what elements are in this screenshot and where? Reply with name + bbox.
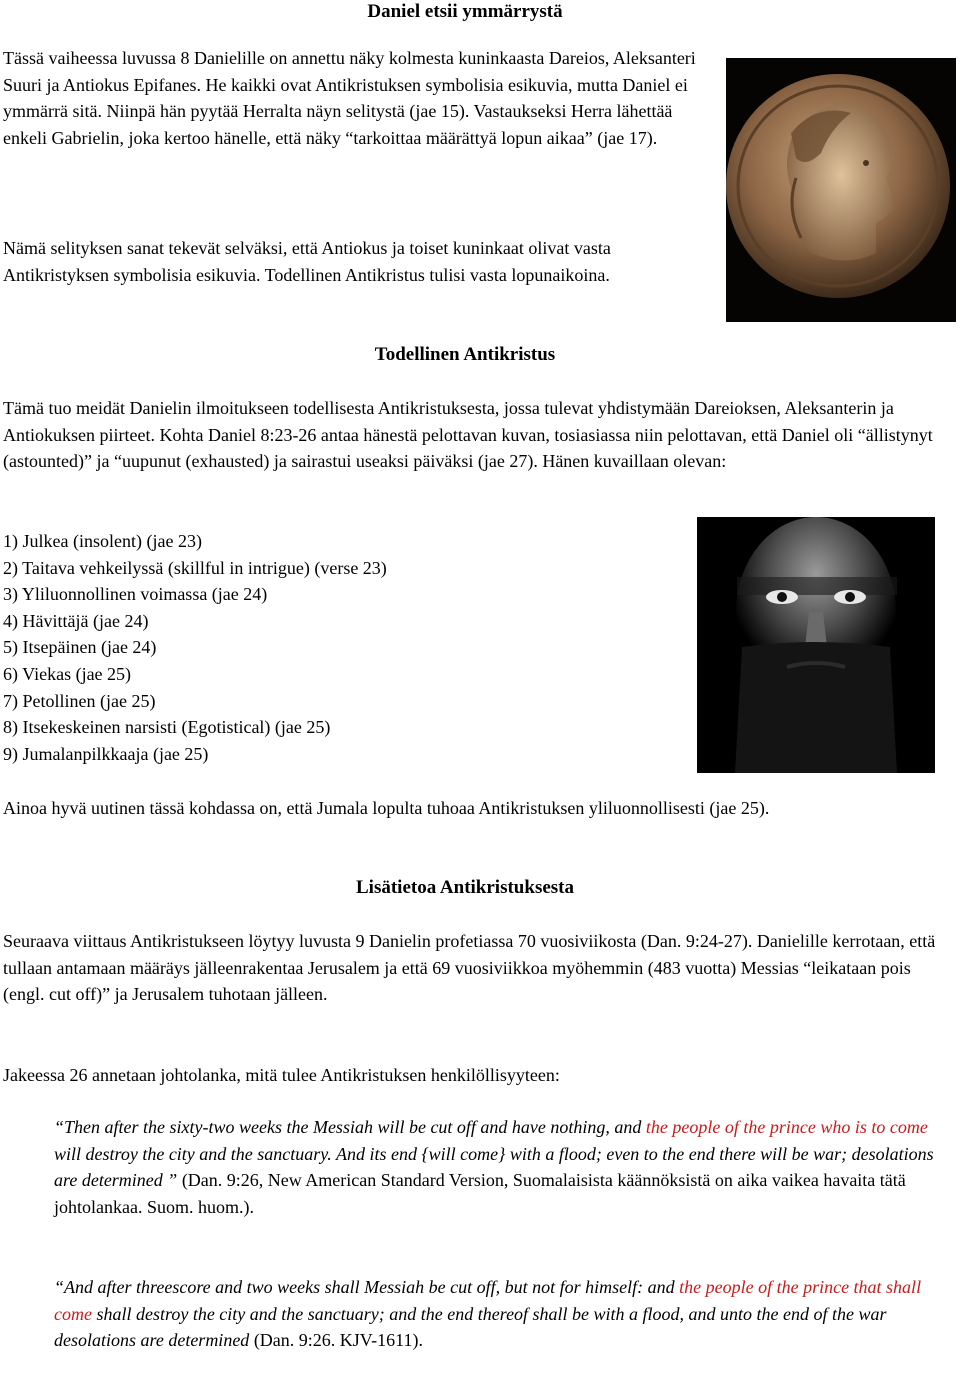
paragraph-intro: Tässä vaiheessa luvussa 8 Danielille on annettu näky kolmesta kuninkaasta Dareios, Aleksanteri Suuri ja Antiokus Epifanes. He kaikki ovat Antikristuksen symbolisia esikuvia, mutta Daniel ei ymmärrä sitä. Niinpä hän pyytää Herralta näyn selitystä (jae 15). Vastaukseksi Herra lähettää enkeli Gabrielin, joka kertoo hänelle, että näky “tarkoittaa määrättyä lopun aikaa” (jae 17).	[3, 48, 696, 148]
list-item: 6) Viekas (jae 25)	[3, 663, 132, 684]
face-image	[697, 517, 935, 773]
face-illustration	[697, 517, 935, 773]
section-title-daniel: Daniel etsii ymmärrystä	[367, 1, 563, 22]
quote-highlight: the people of the prince who is to come	[645, 1117, 928, 1137]
list-item: 3) Yliluonnollinen voimassa (jae 24)	[3, 584, 268, 605]
paragraph-70-weeks: Seuraava viittaus Antikristukseen löytyy luvusta 9 Danielin profetiassa 70 vuosiviikosta (Dan. 9:24-27). Danielille kerrotaan, että tullaan antamaan määräys jälleenrakentaa Jerusalem ja että 69 vuosiviikkoa myöhemmin (483 vuotta) Messias “leikataan pois (engl. cut off)” ja Jerusalem tuhotaan jälleen.	[3, 931, 936, 1004]
quote-text: “And after threescore and two weeks shall Messiah be cut off, but not for himself: and	[54, 1277, 680, 1297]
list-item: 2) Taitava vehkeilyssä (skillful in intrigue) (verse 23)	[3, 557, 387, 578]
section-title-more-info: Lisätietoa Antikristuksesta	[356, 877, 574, 898]
coin-illustration	[726, 58, 956, 322]
traits-list	[3, 528, 387, 767]
coin-image	[726, 58, 956, 322]
list-item: 5) Itsepäinen (jae 24)	[3, 637, 157, 658]
quote-text: shall destroy the city and the sanctuary; and the end thereof shall be with a flood, and unto the end of the war desolations are determined	[54, 1303, 887, 1350]
list-item: 1) Julkea (insolent) (jae 23)	[3, 531, 202, 551]
list-item: 9) Jumalanpilkkaaja (jae 25)	[3, 743, 209, 764]
quote-reference: (Dan. 9:26, New American Standard Version, Suomalaisista käännöksistä on aika vaikea havaita tätä johtolankaa. Suom. huom.).	[54, 1170, 906, 1217]
paragraph-explanation: Nämä selityksen sanat tekevät selväksi, että Antiokus ja toiset kuninkaat olivat vasta Antikristyksen symbolisia esikuvia. Todellinen Antikristus tulisi vasta lopunaikoina.	[3, 238, 611, 285]
quote-kjv	[54, 1274, 934, 1354]
list-item: 8) Itsekeskeinen narsisti (Egotistical) (jae 25)	[3, 717, 331, 738]
list-item: 7) Petollinen (jae 25)	[3, 690, 156, 711]
quote-nasb	[54, 1114, 934, 1220]
list-item: 4) Hävittäjä (jae 24)	[3, 610, 149, 631]
quote-text: will destroy the city and the sanctuary. And its end {will come} with a flood; even to the end there will be war; desolations are determined ”	[54, 1143, 934, 1190]
quote-text: “Then after the sixty-two weeks the Messiah will be cut off and have nothing, and	[54, 1117, 646, 1137]
quote-highlight: the people of the prince that shall come	[54, 1277, 922, 1324]
paragraph-good-news: Ainoa hyvä uutinen tässä kohdassa on, että Jumala lopulta tuhoaa Antikristuksen yliluonnollisesti (jae 25).	[3, 798, 770, 818]
quote-reference: (Dan. 9:26. KJV-1611).	[249, 1330, 423, 1350]
paragraph-clue: Jakeessa 26 annetaan johtolanka, mitä tulee Antikristuksen henkilöllisyyteen:	[3, 1065, 560, 1085]
paragraph-revelation: Tämä tuo meidät Danielin ilmoitukseen todellisesta Antikristuksesta, jossa tulevat yhdistymään Dareioksen, Aleksanterin ja Antiokuksen piirteet. Kohta Daniel 8:23-26 antaa hänestä pelottavan kuvan, tosiasiassa niin pelottavan, että Daniel oli “ällistynyt (astounted)” ja “uupunut (exhausted) ja sairastui useaksi päiväksi (jae 27). Hänen kuvaillaan olevan:	[3, 398, 933, 471]
section-title-true-antichrist: Todellinen Antikristus	[374, 344, 556, 365]
